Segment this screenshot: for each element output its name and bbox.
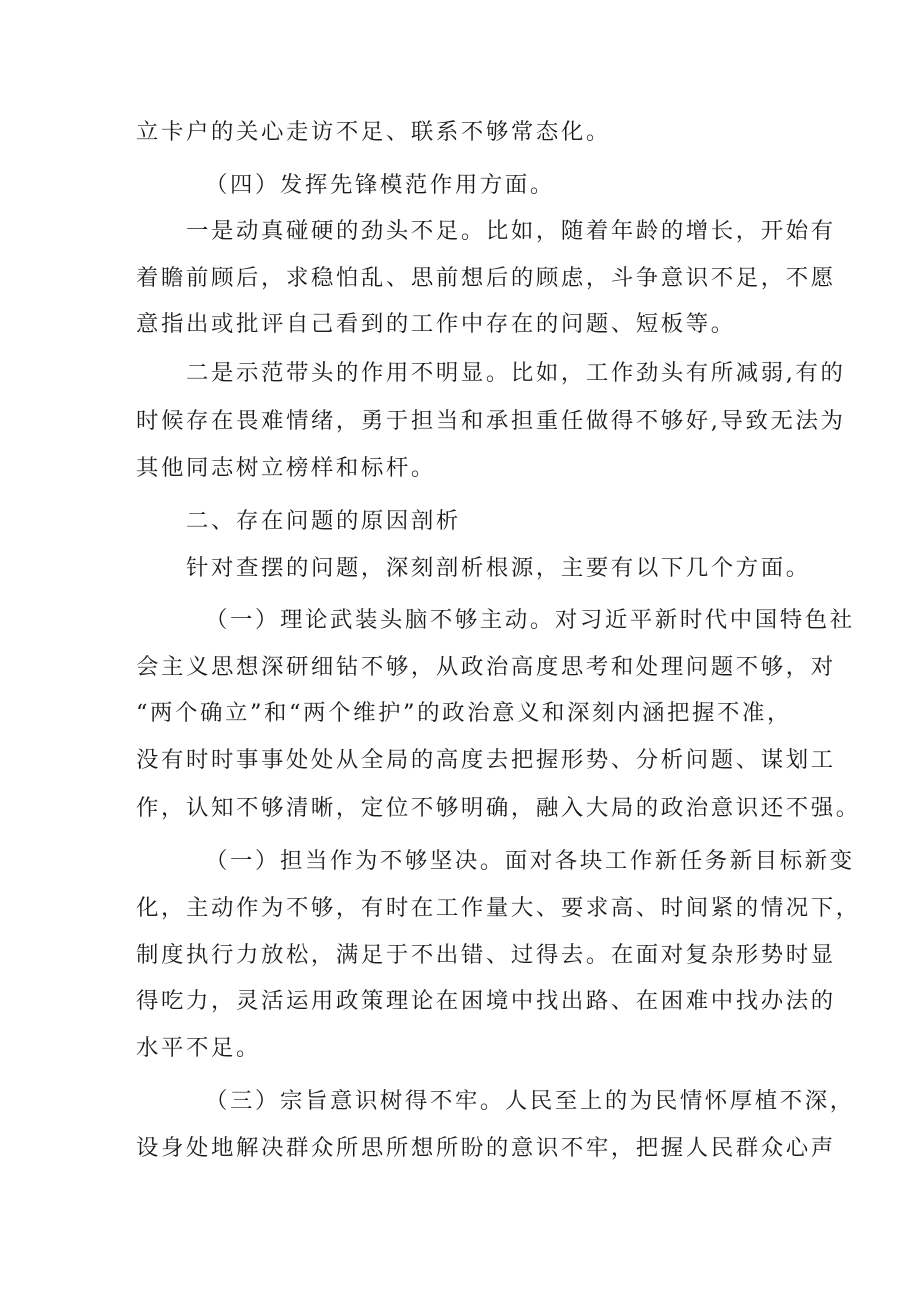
text-line: 二是示范带头的作用不明显。比如，工作劲头有所减弱,有的 [186, 360, 846, 386]
text-line: 没有时时事事处处从全局的高度去把握形势、分析问题、谋划工 [136, 747, 836, 773]
text-line: 水平不足。 [136, 1035, 261, 1061]
text-line: 立卡户的关心走访不足、联系不够常态化。 [136, 119, 611, 145]
text-line: 化，主动作为不够，有时在工作量大、要求高、时间紧的情况下， [136, 895, 861, 921]
section-heading-2: 二、存在问题的原因剖析 [186, 508, 461, 534]
text-line: 制度执行力放松，满足于不出错、过得去。在面对复杂形势时显 [136, 942, 836, 968]
text-line: 一是动真碰硬的劲头不足。比如，随着年龄的增长，开始有 [186, 218, 836, 244]
text-line: （三）宗旨意识树得不牢。人民至上的为民情怀厚植不深， [205, 1088, 855, 1114]
text-line: （一）理论武装头脑不够主动。对习近平新时代中国特色社 [205, 607, 855, 633]
text-line: 会主义思想深研细钻不够，从政治高度思考和处理问题不够，对 [136, 654, 836, 680]
text-line: 针对查摆的问题，深刻剖析根源，主要有以下几个方面。 [186, 555, 811, 581]
section-heading-4: （四）发挥先锋模范作用方面。 [205, 172, 555, 198]
text-line: 其他同志树立榜样和标杆。 [136, 455, 436, 481]
text-line: （一）担当作为不够坚决。面对各块工作新任务新目标新变 [205, 848, 855, 874]
text-line: 时候存在畏难情绪，勇于担当和承担重任做得不够好,导致无法为 [136, 408, 846, 434]
text-line: 意指出或批评自己看到的工作中存在的问题、短板等。 [136, 311, 736, 337]
text-line: “两个确立”和“两个维护”的政治意义和深刻内涵把握不准， [136, 700, 792, 726]
text-line: 着瞻前顾后，求稳怕乱、思前想后的顾虑，斗争意识不足，不愿 [136, 265, 836, 291]
text-line: 设身处地解决群众所思所想所盼的意识不牢，把握人民群众心声 [136, 1135, 836, 1161]
text-line: 作，认知不够清晰，定位不够明确，融入大局的政治意识还不强。 [136, 795, 861, 821]
text-line: 得吃力，灵活运用政策理论在困境中找出路、在困难中找办法的 [136, 988, 836, 1014]
